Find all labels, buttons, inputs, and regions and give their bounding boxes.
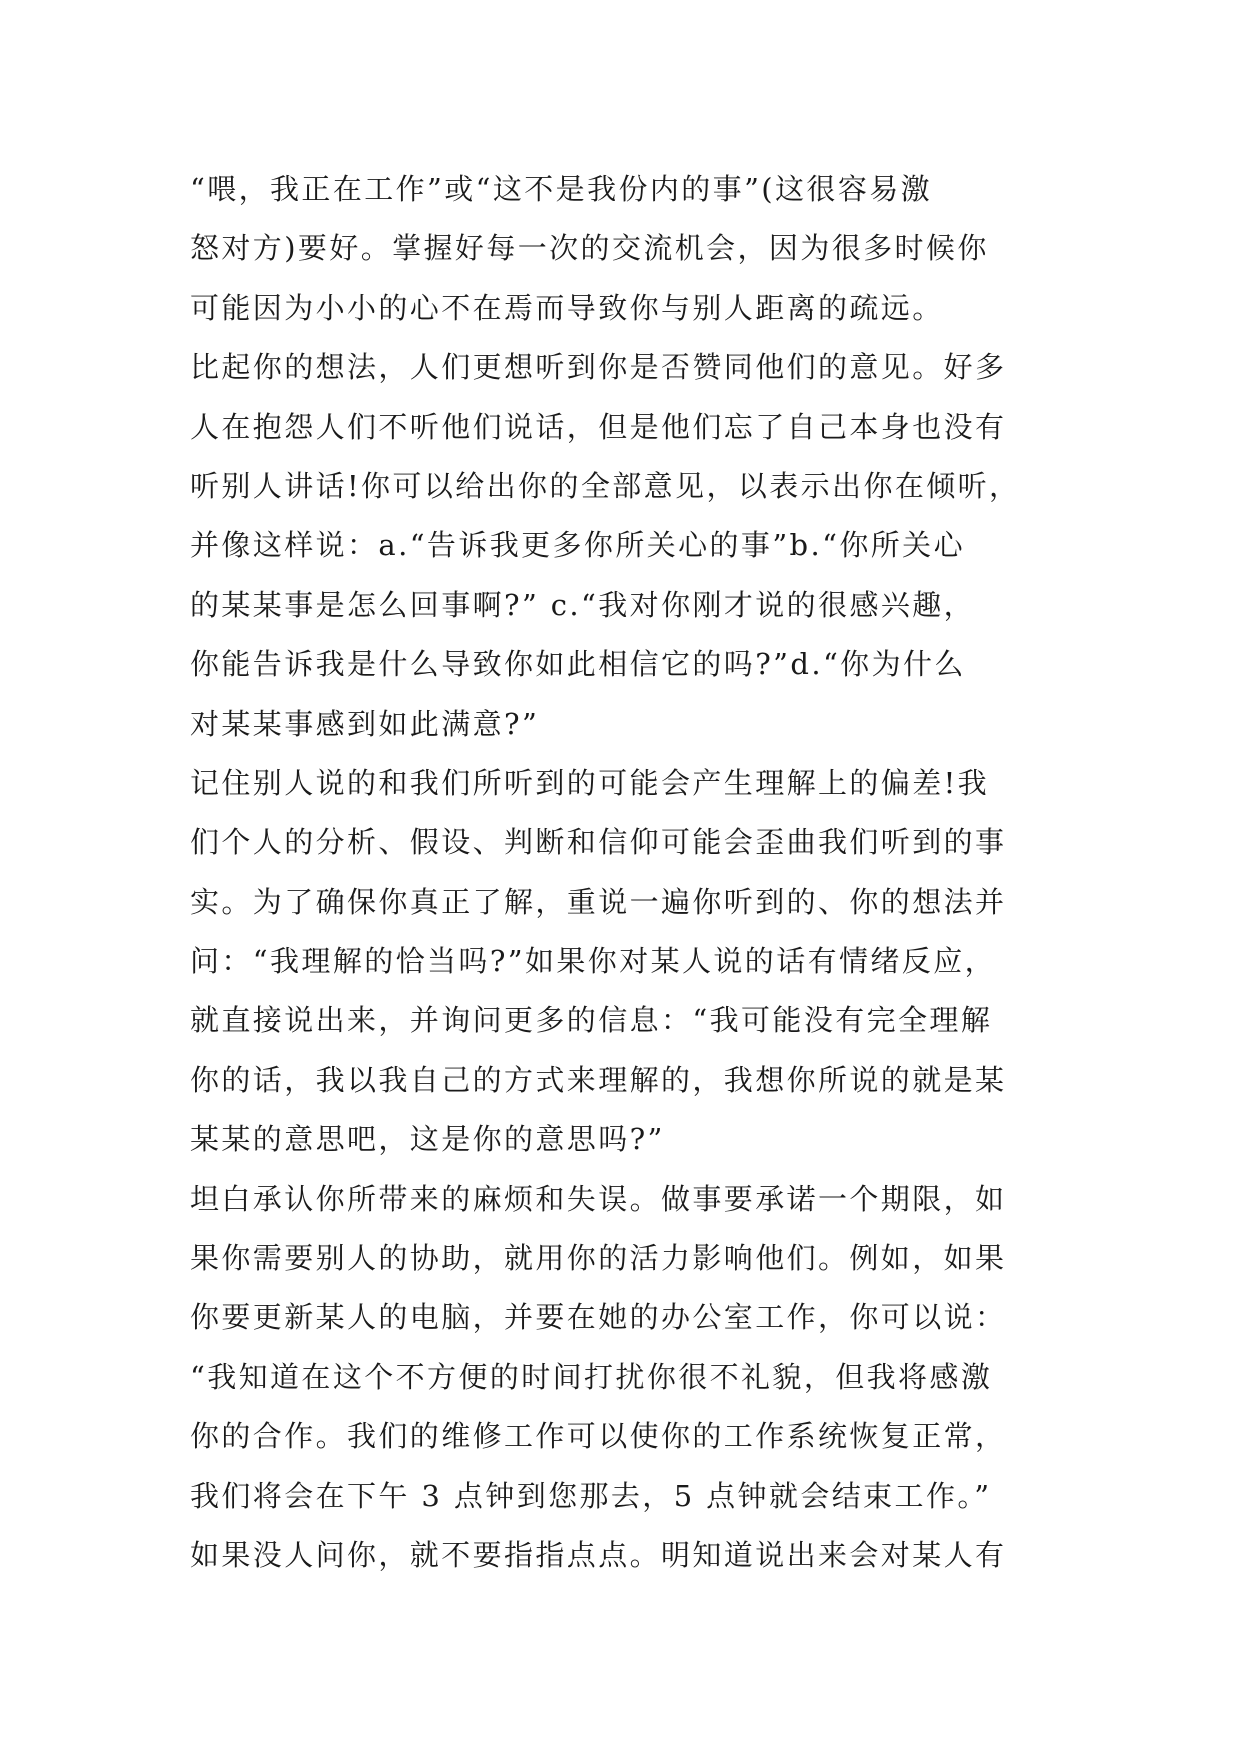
text-line: 你的合作。我们的维修工作可以使你的工作系统恢复正常，: [190, 1419, 1007, 1454]
text-line: 问：“我理解的恰当吗?”如果你对某人说的话有情绪反应，: [190, 944, 997, 979]
text-line: 你能告诉我是什么导致你如此相信它的吗?”d.“你为什么: [190, 647, 966, 682]
text-line: 的某某事是怎么回事啊?” c.“我对你刚才说的很感兴趣，: [190, 587, 976, 622]
text-line: 如果没人问你，就不要指指点点。明知道说出来会对某人有: [190, 1537, 1007, 1572]
text-line: 可能因为小小的心不在焉而导致你与别人距离的疏远。: [190, 290, 944, 325]
text-line: 怒对方)要好。掌握好每一次的交流机会，因为很多时候你: [190, 231, 989, 266]
text-line: 你要更新某人的电脑，并要在她的办公室工作，你可以说：: [190, 1300, 1007, 1335]
text-line: 某某的意思吧，这是你的意思吗?”: [190, 1122, 665, 1157]
text-line: 果你需要别人的协助，就用你的活力影响他们。例如，如果: [190, 1241, 1007, 1276]
text-line: 比起你的想法，人们更想听到你是否赞同他们的意见。好多: [190, 350, 1007, 385]
text-line: 你的话，我以我自己的方式来理解的，我想你所说的就是某: [190, 1062, 1007, 1097]
text-line: 们个人的分析、假设、判断和信仰可能会歪曲我们听到的事: [190, 825, 1007, 860]
text-line: “喂，我正在工作”或“这不是我份内的事”(这很容易激: [190, 172, 933, 206]
text-line: 实。为了确保你真正了解，重说一遍你听到的、你的想法并: [190, 884, 1007, 919]
text-line: 就直接说出来，并询问更多的信息：“我可能没有完全理解: [190, 1003, 993, 1038]
text-line: 我们将会在下午 3 点钟到您那去，5 点钟就会结束工作。”: [190, 1478, 992, 1513]
text-line: 人在抱怨人们不听他们说话，但是他们忘了自己本身也没有: [190, 409, 1007, 444]
text-line: 听别人讲话!你可以给出你的全部意见，以表示出你在倾听，: [190, 468, 1021, 503]
text-line: 坦白承认你所带来的麻烦和失误。做事要承诺一个期限，如: [190, 1181, 1007, 1216]
body-text: [190, 160, 1060, 1585]
text-line: 并像这样说：a.“告诉我更多你所关心的事”b.“你所关心: [190, 528, 965, 563]
text-line: 对某某事感到如此满意?”: [190, 706, 540, 741]
text-line: 记住别人说的和我们所听到的可能会产生理解上的偏差!我: [190, 765, 990, 800]
text-line: “我知道在这个不方便的时间打扰你很不礼貌，但我将感激: [190, 1359, 993, 1394]
